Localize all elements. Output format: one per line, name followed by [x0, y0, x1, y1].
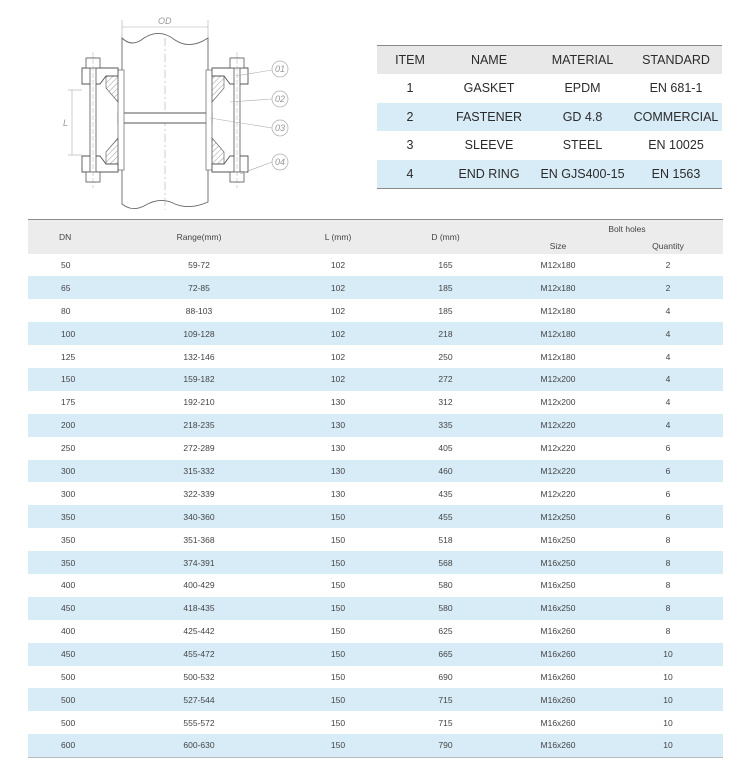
- spec-cell-dn: 125: [61, 351, 76, 362]
- spec-row: [28, 460, 723, 483]
- spec-cell-d: 580: [438, 580, 453, 591]
- spec-cell-range: 555-572: [183, 717, 215, 728]
- spec-cell-bolt-quantity: 4: [665, 305, 671, 316]
- spec-cell-range: 340-360: [183, 511, 215, 522]
- callout-label: 03: [275, 123, 286, 133]
- spec-row: [28, 597, 723, 620]
- parts-cell-item: 1: [406, 81, 414, 96]
- spec-cell-dn: 500: [61, 694, 76, 705]
- spec-cell-dn: 150: [61, 374, 76, 385]
- spec-cell-bolt-size: M16x260: [540, 649, 576, 660]
- header-item: ITEM: [395, 53, 425, 67]
- coupling-cross-section-drawing: [60, 10, 300, 215]
- spec-cell-l: 130: [330, 420, 346, 431]
- spec-cell-bolt-size: M12x220: [540, 488, 576, 499]
- spec-cell-d: 272: [438, 374, 453, 385]
- spec-row: [28, 437, 723, 460]
- spec-cell-l: 102: [330, 259, 346, 270]
- spec-row: [28, 666, 723, 689]
- spec-cell-bolt-quantity: 10: [663, 740, 673, 751]
- spec-cell-d: 690: [438, 671, 453, 682]
- spec-cell-bolt-quantity: 4: [665, 351, 671, 362]
- spec-cell-l: 102: [330, 305, 346, 316]
- parts-cell-material: EN GJS400-15: [540, 166, 625, 181]
- parts-cell-material: STEEL: [562, 138, 603, 153]
- spec-cell-bolt-quantity: 8: [665, 534, 671, 545]
- spec-cell-bolt-quantity: 2: [665, 259, 671, 270]
- spec-cell-d: 568: [438, 557, 453, 568]
- parts-cell-standard: EN 681-1: [649, 81, 703, 96]
- spec-cell-bolt-size: M12x220: [540, 420, 576, 431]
- spec-cell-range: 400-429: [183, 580, 215, 591]
- spec-cell-bolt-size: M16x250: [540, 580, 576, 591]
- parts-cell-name: END RING: [458, 166, 520, 181]
- header-quantity: Quantity: [652, 241, 684, 251]
- spec-cell-range: 59-72: [188, 259, 210, 270]
- spec-cell-d: 185: [438, 305, 453, 316]
- spec-row: [28, 551, 723, 574]
- spec-cell-d: 335: [438, 420, 453, 431]
- spec-cell-bolt-size: M12x200: [540, 397, 576, 408]
- spec-cell-d: 455: [438, 511, 453, 522]
- spec-cell-range: 374-391: [183, 557, 215, 568]
- spec-cell-bolt-size: M12x180: [540, 305, 576, 316]
- spec-row: [28, 368, 723, 391]
- sleeve-right: [206, 70, 212, 170]
- spec-cell-l: 150: [330, 649, 346, 660]
- spec-cell-dn: 250: [61, 443, 76, 454]
- spec-cell-l: 130: [330, 465, 346, 476]
- header-bolt-holes: Bolt holes: [608, 224, 646, 235]
- spec-cell-d: 665: [438, 649, 453, 660]
- spec-cell-dn: 50: [61, 259, 71, 270]
- spec-cell-l: 150: [330, 740, 346, 751]
- spec-cell-l: 102: [330, 374, 346, 385]
- spec-cell-range: 159-182: [183, 374, 215, 385]
- dimensions-spec-table: [28, 219, 723, 758]
- spec-cell-bolt-size: M16x260: [540, 740, 576, 751]
- spec-cell-l: 150: [330, 534, 346, 545]
- spec-row: [28, 643, 723, 666]
- spec-row: [28, 688, 723, 711]
- spec-cell-bolt-quantity: 6: [665, 488, 671, 499]
- spec-cell-l: 150: [330, 717, 346, 728]
- parts-row: [377, 160, 722, 189]
- spec-row: [28, 620, 723, 643]
- spec-row: [28, 505, 723, 528]
- header-l: L (mm): [324, 231, 352, 242]
- spec-cell-d: 185: [438, 282, 453, 293]
- od-label: OD: [158, 16, 172, 26]
- parts-cell-item: 3: [406, 138, 414, 153]
- parts-row: [377, 131, 722, 160]
- spec-cell-range: 109-128: [183, 328, 215, 339]
- spec-cell-dn: 450: [61, 603, 76, 614]
- parts-cell-material: EPDM: [564, 81, 601, 96]
- spec-cell-bolt-quantity: 6: [665, 443, 671, 454]
- parts-cell-standard: EN 10025: [648, 138, 704, 153]
- spec-cell-dn: 100: [61, 328, 76, 339]
- spec-cell-l: 130: [330, 443, 346, 454]
- spec-row: [28, 482, 723, 505]
- spec-cell-bolt-quantity: 2: [665, 282, 671, 293]
- spec-cell-d: 580: [438, 603, 453, 614]
- spec-cell-range: 500-532: [183, 671, 215, 682]
- header-name: NAME: [470, 53, 508, 67]
- parts-materials-table: [377, 45, 722, 189]
- spec-cell-range: 132-146: [183, 351, 215, 362]
- l-dimension: [63, 90, 82, 155]
- spec-row: [28, 711, 723, 734]
- spec-row: [28, 574, 723, 597]
- spec-cell-bolt-quantity: 6: [665, 511, 671, 522]
- spec-cell-dn: 400: [61, 626, 76, 637]
- spec-cell-bolt-size: M12x180: [540, 259, 576, 270]
- spec-cell-bolt-size: M16x250: [540, 557, 576, 568]
- spec-row: [28, 414, 723, 437]
- spec-cell-range: 455-472: [183, 649, 215, 660]
- spec-row: [28, 734, 723, 757]
- spec-cell-bolt-quantity: 10: [663, 671, 673, 682]
- spec-cell-bolt-quantity: 10: [663, 717, 673, 728]
- spec-cell-dn: 300: [61, 465, 76, 476]
- parts-row: [377, 103, 722, 132]
- parts-cell-standard: COMMERCIAL: [633, 109, 719, 124]
- spec-cell-d: 715: [438, 694, 453, 705]
- spec-cell-dn: 450: [61, 649, 76, 660]
- spec-cell-bolt-quantity: 10: [663, 694, 673, 705]
- callout-label: 02: [275, 94, 286, 104]
- spec-row: [28, 322, 723, 345]
- spec-cell-bolt-quantity: 8: [665, 557, 671, 568]
- spec-cell-bolt-size: M12x180: [540, 328, 576, 339]
- spec-cell-l: 150: [330, 671, 346, 682]
- spec-cell-range: 272-289: [183, 443, 215, 454]
- spec-cell-dn: 500: [61, 671, 76, 682]
- spec-cell-l: 150: [330, 511, 346, 522]
- spec-cell-range: 418-435: [183, 603, 215, 614]
- header-range: Range(mm): [176, 231, 222, 242]
- spec-cell-range: 218-235: [183, 420, 215, 431]
- spec-cell-l: 102: [330, 328, 346, 339]
- spec-cell-range: 425-442: [183, 626, 215, 637]
- spec-cell-dn: 80: [61, 305, 71, 316]
- spec-cell-bolt-size: M16x250: [540, 603, 576, 614]
- spec-cell-d: 790: [438, 740, 453, 751]
- spec-cell-bolt-size: M16x260: [540, 626, 576, 637]
- header-dn: DN: [59, 231, 72, 242]
- spec-cell-bolt-size: M12x200: [540, 374, 576, 385]
- spec-cell-bolt-size: M16x260: [540, 694, 576, 705]
- spec-cell-l: 102: [330, 282, 346, 293]
- spec-cell-range: 351-368: [183, 534, 215, 545]
- parts-cell-standard: EN 1563: [651, 166, 701, 181]
- sleeve-left: [118, 70, 124, 170]
- parts-cell-item: 4: [406, 166, 414, 181]
- spec-cell-d: 460: [438, 465, 453, 476]
- spec-cell-l: 150: [330, 626, 346, 637]
- spec-cell-bolt-quantity: 4: [665, 374, 671, 385]
- spec-cell-bolt-quantity: 6: [665, 465, 671, 476]
- spec-cell-bolt-quantity: 4: [665, 397, 671, 408]
- spec-row: [28, 299, 723, 322]
- spec-cell-bolt-size: M12x180: [540, 351, 576, 362]
- parts-cell-name: FASTENER: [456, 109, 522, 124]
- spec-cell-bolt-quantity: 8: [665, 603, 671, 614]
- spec-cell-range: 192-210: [183, 397, 215, 408]
- spec-cell-d: 165: [438, 259, 453, 270]
- spec-cell-bolt-size: M16x260: [540, 671, 576, 682]
- spec-cell-bolt-quantity: 10: [663, 649, 673, 660]
- spec-cell-dn: 350: [61, 534, 76, 545]
- spec-cell-range: 600-630: [183, 740, 215, 751]
- spec-cell-dn: 200: [61, 420, 76, 431]
- spec-cell-bolt-size: M16x260: [540, 717, 576, 728]
- parts-cell-item: 2: [406, 109, 414, 124]
- spec-cell-l: 150: [330, 557, 346, 568]
- spec-cell-dn: 400: [61, 580, 76, 591]
- callout-label: 01: [275, 64, 286, 74]
- spec-cell-l: 102: [330, 351, 346, 362]
- spec-cell-bolt-size: M12x180: [540, 282, 576, 293]
- spec-cell-bolt-quantity: 4: [665, 420, 671, 431]
- spec-row: [28, 391, 723, 414]
- spec-cell-d: 435: [438, 488, 453, 499]
- spec-cell-l: 150: [330, 580, 346, 591]
- callout-label: 04: [275, 157, 286, 167]
- header-standard: STANDARD: [642, 53, 710, 67]
- spec-cell-range: 322-339: [183, 488, 215, 499]
- spec-cell-range: 315-332: [183, 465, 215, 476]
- spec-row: [28, 345, 723, 368]
- spec-cell-d: 715: [438, 717, 453, 728]
- spec-cell-dn: 350: [61, 557, 76, 568]
- spec-cell-l: 150: [330, 694, 346, 705]
- spec-cell-l: 130: [330, 488, 346, 499]
- spec-cell-d: 518: [438, 534, 453, 545]
- header-material: MATERIAL: [551, 53, 614, 67]
- spec-cell-dn: 600: [61, 740, 76, 751]
- spec-cell-bolt-quantity: 8: [665, 626, 671, 637]
- header-d: D (mm): [431, 231, 460, 242]
- parts-cell-name: GASKET: [463, 81, 515, 96]
- spec-cell-dn: 175: [61, 397, 76, 408]
- parts-cell-name: SLEEVE: [464, 138, 514, 153]
- spec-cell-bolt-size: M16x250: [540, 534, 576, 545]
- parts-header-row: [377, 46, 722, 75]
- spec-cell-d: 625: [438, 626, 453, 637]
- spec-cell-dn: 350: [61, 511, 76, 522]
- parts-row: [377, 74, 722, 103]
- spec-row: [28, 254, 723, 277]
- callout-03: [210, 118, 288, 136]
- l-label: L: [63, 118, 69, 128]
- spec-cell-range: 72-85: [188, 282, 210, 293]
- spec-cell-bolt-quantity: 4: [665, 328, 671, 339]
- spec-cell-bolt-size: M12x220: [540, 465, 576, 476]
- header-size: Size: [549, 241, 567, 251]
- spec-cell-bolt-size: M12x250: [540, 511, 576, 522]
- spec-row: [28, 276, 723, 299]
- spec-cell-l: 130: [330, 397, 346, 408]
- spec-cell-range: 527-544: [183, 694, 215, 705]
- spec-cell-dn: 500: [61, 717, 76, 728]
- spec-cell-bolt-size: M12x220: [540, 443, 576, 454]
- spec-header-row: [28, 220, 723, 239]
- spec-row: [28, 528, 723, 551]
- spec-cell-d: 312: [438, 397, 453, 408]
- spec-cell-bolt-quantity: 8: [665, 580, 671, 591]
- spec-cell-l: 150: [330, 603, 346, 614]
- spec-cell-d: 218: [438, 328, 453, 339]
- spec-cell-d: 405: [438, 443, 453, 454]
- spec-cell-d: 250: [438, 351, 453, 362]
- spec-cell-range: 88-103: [185, 305, 213, 316]
- spec-cell-dn: 300: [61, 488, 76, 499]
- parts-cell-material: GD 4.8: [562, 109, 603, 124]
- spec-cell-dn: 65: [61, 282, 71, 293]
